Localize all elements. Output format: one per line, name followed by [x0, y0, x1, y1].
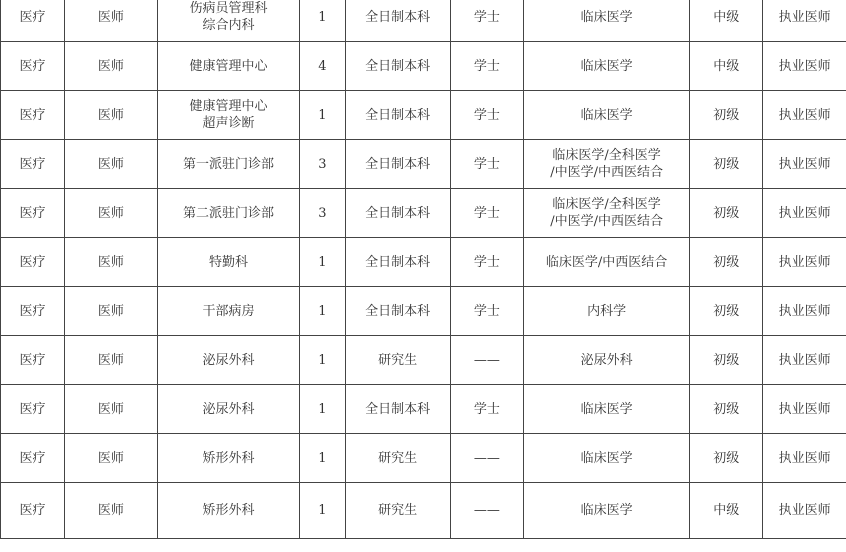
- education-cell: 全日制本科: [345, 385, 450, 434]
- department-cell-line: 第一派驻门诊部: [182, 156, 274, 172]
- table-row: [1, 189, 846, 238]
- table-row: [1, 91, 846, 140]
- count-cell: 1: [300, 238, 345, 287]
- degree-cell: 学士: [450, 287, 523, 336]
- position-cell: 医师: [64, 336, 157, 385]
- major-cell: [524, 385, 690, 434]
- table-row: [1, 0, 846, 42]
- major-cell: [524, 434, 690, 483]
- major-cell-line: 临床医学: [580, 9, 633, 25]
- title-level-cell: 初级: [690, 238, 763, 287]
- table-row: [1, 336, 846, 385]
- position-cell: 医师: [64, 189, 157, 238]
- department-cell: [157, 336, 299, 385]
- qualification-cell: 执业医师: [763, 385, 846, 434]
- position-cell: 医师: [64, 42, 157, 91]
- position-cell: 医师: [64, 140, 157, 189]
- major-cell-line: 内科学: [587, 303, 627, 319]
- education-cell: 全日制本科: [345, 0, 450, 42]
- table-row: [1, 287, 846, 336]
- department-cell-line: 超声诊断: [202, 116, 255, 131]
- degree-cell: 学士: [450, 238, 523, 287]
- count-cell: 1: [300, 0, 345, 42]
- category-cell: 医疗: [1, 385, 65, 434]
- department-cell: [157, 0, 299, 42]
- department-cell: [157, 140, 299, 189]
- department-cell-line: 矫形外科: [202, 450, 255, 466]
- table-row: [1, 434, 846, 483]
- department-cell-line: 综合内科: [202, 18, 255, 33]
- table-row: [1, 483, 846, 539]
- title-level-cell: 初级: [690, 385, 763, 434]
- title-level-cell: 中级: [690, 42, 763, 91]
- major-cell-line: 临床医学: [580, 401, 633, 417]
- department-cell: [157, 287, 299, 336]
- category-cell: 医疗: [1, 483, 65, 539]
- department-cell-line: 特勤科: [208, 254, 248, 270]
- major-cell-line: 泌尿外科: [580, 352, 633, 368]
- position-cell: 医师: [64, 287, 157, 336]
- count-cell: 4: [300, 42, 345, 91]
- degree-cell: ——: [450, 434, 523, 483]
- title-level-cell: 初级: [690, 91, 763, 140]
- department-cell: [157, 91, 299, 140]
- department-cell-line: 健康管理中心: [189, 58, 268, 74]
- education-cell: 全日制本科: [345, 189, 450, 238]
- title-level-cell: 初级: [690, 140, 763, 189]
- education-cell: 研究生: [345, 483, 450, 539]
- title-level-cell: 初级: [690, 434, 763, 483]
- degree-cell: 学士: [450, 140, 523, 189]
- major-cell: [524, 91, 690, 140]
- count-cell: 1: [300, 336, 345, 385]
- position-cell: 医师: [64, 385, 157, 434]
- major-cell: [524, 483, 690, 539]
- category-cell: 医疗: [1, 287, 65, 336]
- department-cell-line: 干部病房: [202, 303, 255, 319]
- qualification-cell: 执业医师: [763, 483, 846, 539]
- position-cell: 医师: [64, 0, 157, 42]
- major-cell-line: 临床医学/全科医学: [552, 148, 661, 163]
- major-cell: [524, 140, 690, 189]
- qualification-cell: 执业医师: [763, 140, 846, 189]
- count-cell: 3: [300, 189, 345, 238]
- title-level-cell: 初级: [690, 189, 763, 238]
- count-cell: 1: [300, 483, 345, 539]
- count-cell: 1: [300, 385, 345, 434]
- department-cell: [157, 189, 299, 238]
- count-cell: 1: [300, 434, 345, 483]
- category-cell: 医疗: [1, 140, 65, 189]
- major-cell-line: /中医学/中西医结合: [550, 165, 663, 180]
- major-cell-line: 临床医学: [580, 58, 633, 74]
- department-cell-line: 泌尿外科: [202, 352, 255, 368]
- department-cell: [157, 385, 299, 434]
- title-level-cell: 初级: [690, 336, 763, 385]
- degree-cell: 学士: [450, 42, 523, 91]
- degree-cell: ——: [450, 483, 523, 539]
- major-cell: [524, 238, 690, 287]
- education-cell: 全日制本科: [345, 91, 450, 140]
- position-cell: 医师: [64, 91, 157, 140]
- department-cell-line: 泌尿外科: [202, 401, 255, 417]
- title-level-cell: 初级: [690, 287, 763, 336]
- qualification-cell: 执业医师: [763, 189, 846, 238]
- category-cell: 医疗: [1, 0, 65, 42]
- qualification-cell: 执业医师: [763, 287, 846, 336]
- department-cell: [157, 238, 299, 287]
- qualification-cell: 执业医师: [763, 238, 846, 287]
- title-level-cell: 中级: [690, 483, 763, 539]
- education-cell: 全日制本科: [345, 42, 450, 91]
- department-cell-line: 矫形外科: [202, 503, 255, 518]
- qualification-cell: 执业医师: [763, 0, 846, 42]
- major-cell: [524, 0, 690, 42]
- degree-cell: 学士: [450, 0, 523, 42]
- category-cell: 医疗: [1, 189, 65, 238]
- major-cell: [524, 189, 690, 238]
- category-cell: 医疗: [1, 336, 65, 385]
- degree-cell: ——: [450, 336, 523, 385]
- degree-cell: 学士: [450, 385, 523, 434]
- category-cell: 医疗: [1, 238, 65, 287]
- degree-cell: 学士: [450, 91, 523, 140]
- major-cell-line: 临床医学: [580, 107, 633, 123]
- department-cell: [157, 483, 299, 539]
- education-cell: 全日制本科: [345, 140, 450, 189]
- department-cell-line: 健康管理中心: [189, 99, 268, 114]
- major-cell-line: 临床医学/全科医学: [552, 197, 661, 212]
- category-cell: 医疗: [1, 91, 65, 140]
- position-cell: 医师: [64, 434, 157, 483]
- table-row: [1, 42, 846, 91]
- category-cell: 医疗: [1, 434, 65, 483]
- department-cell-line: 伤病员管理科: [189, 1, 268, 16]
- category-cell: 医疗: [1, 42, 65, 91]
- major-cell-line: 临床医学/中西医结合: [545, 254, 668, 270]
- major-cell-line: /中医学/中西医结合: [550, 214, 663, 229]
- department-cell-line: 第二派驻门诊部: [182, 205, 274, 221]
- table-row: [1, 385, 846, 434]
- qualification-cell: 执业医师: [763, 336, 846, 385]
- major-cell: [524, 42, 690, 91]
- table-body: [1, 0, 846, 539]
- major-cell-line: 临床医学: [580, 450, 633, 466]
- education-cell: 全日制本科: [345, 238, 450, 287]
- major-cell-line: 临床医学: [580, 503, 633, 518]
- education-cell: 全日制本科: [345, 287, 450, 336]
- degree-cell: 学士: [450, 189, 523, 238]
- count-cell: 3: [300, 140, 345, 189]
- title-level-cell: 中级: [690, 0, 763, 42]
- position-cell: 医师: [64, 483, 157, 539]
- major-cell: [524, 336, 690, 385]
- count-cell: 1: [300, 287, 345, 336]
- education-cell: 研究生: [345, 434, 450, 483]
- major-cell: [524, 287, 690, 336]
- department-cell: [157, 434, 299, 483]
- table-row: [1, 238, 846, 287]
- count-cell: 1: [300, 91, 345, 140]
- department-cell: [157, 42, 299, 91]
- table-row: [1, 140, 846, 189]
- qualification-cell: 执业医师: [763, 434, 846, 483]
- qualification-cell: 执业医师: [763, 42, 846, 91]
- education-cell: 研究生: [345, 336, 450, 385]
- position-cell: 医师: [64, 238, 157, 287]
- qualification-cell: 执业医师: [763, 91, 846, 140]
